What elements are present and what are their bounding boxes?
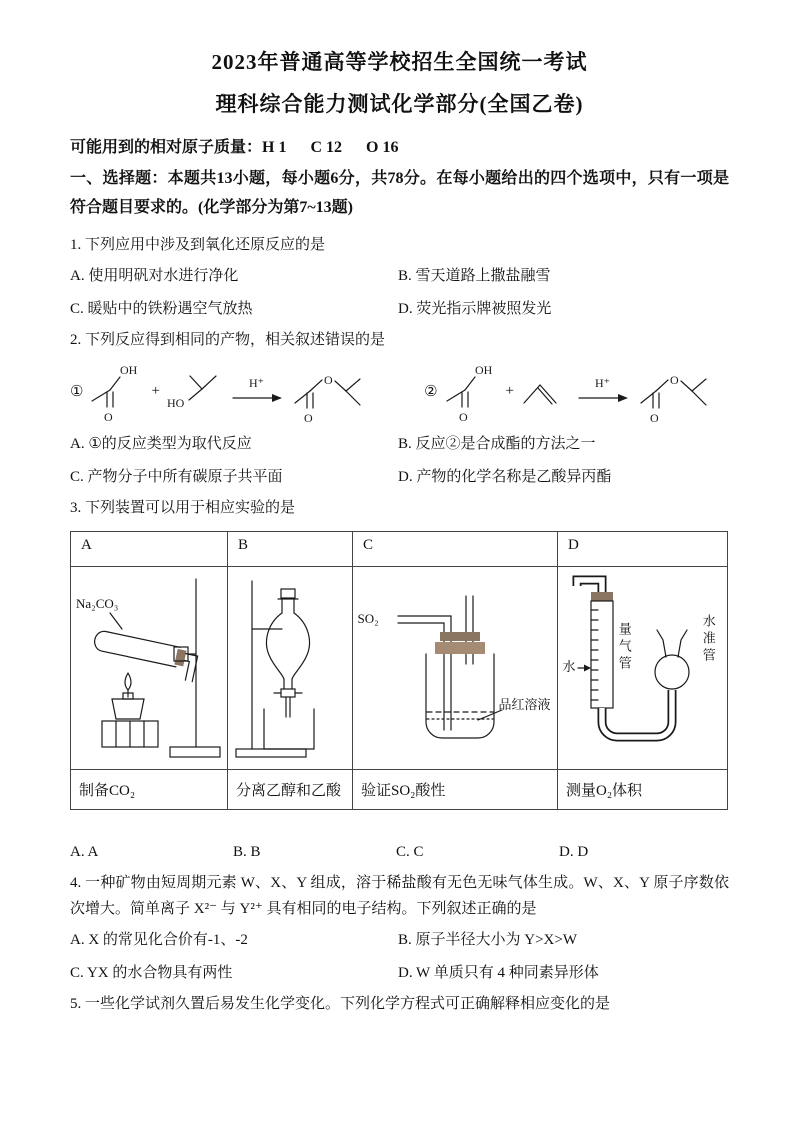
- header-cell-d: D: [558, 532, 728, 567]
- q3-option-b: B. B: [233, 844, 261, 861]
- plus-sign: +: [505, 383, 514, 400]
- acetic-acid-structure: [443, 360, 501, 424]
- q2-option-d: D. 产物的化学名称是乙酸异丙酯: [398, 468, 612, 485]
- header-cell-c: C: [353, 532, 558, 567]
- apparatus-cell-b: [228, 567, 353, 770]
- apparatus-b: [230, 573, 350, 763]
- q1-option-c: C. 暖贴中的铁粉遇空气放热: [70, 301, 253, 318]
- apparatus-d: [563, 572, 723, 764]
- ester-structure: [637, 360, 729, 424]
- q1-options: [70, 264, 729, 318]
- o-label: O: [323, 372, 333, 387]
- o-label: O: [104, 409, 114, 424]
- caption-cell-b: 分离乙醇和乙酸: [228, 770, 353, 810]
- question-3: [70, 496, 729, 862]
- q2-option-b: B. 反应②是合成酯的方法之一: [398, 435, 596, 452]
- catalyst-label: H⁺: [248, 375, 264, 390]
- q4-option-b: B. 原子半径大小为 Y>X>W: [398, 932, 577, 949]
- q4-stem: 4. 一种矿物由短周期元素 W、X、Y 组成，溶于稀盐酸有无色无味气体生成。W、X、Y 原子序数依次增大。简单离子 X²⁻ 与 Y²⁺ 具有相同的电子结构。下列叙述正确的是: [70, 875, 729, 917]
- question-1: [70, 233, 729, 319]
- apparatus-b-drawing: [230, 573, 350, 763]
- o-label: O: [458, 409, 468, 424]
- o-label: O: [650, 410, 659, 424]
- header-cell-b: B: [228, 532, 353, 567]
- q2-options: [70, 432, 729, 486]
- scheme-1-tag: ①: [70, 384, 84, 401]
- q3-stem: 3. 下列装置可以用于相应实验的是: [70, 499, 296, 516]
- table-apparatus-row: [71, 567, 728, 770]
- acetic-acid-structure: [88, 360, 146, 424]
- level-tube-label: 水准管: [700, 614, 716, 666]
- q3-answer-options: [70, 844, 729, 861]
- q2-option-a: A. ①的反应类型为取代反应: [70, 435, 252, 452]
- caption-cell-a: 制备CO₂: [71, 770, 228, 810]
- apparatus-d-drawing: [563, 572, 723, 764]
- scheme-2-tag: ②: [424, 384, 438, 401]
- q2-option-c: C. 产物分子中所有碳原子共平面: [70, 468, 283, 485]
- propene-structure: [519, 372, 571, 412]
- question-5: [70, 992, 729, 1018]
- reaction-arrow: [576, 374, 632, 410]
- atomic-mass-note: 可能用到的相对原子质量：H 1 C 12 O 16: [70, 139, 399, 156]
- q4-option-c: C. YX 的水合物具有两性: [70, 965, 233, 982]
- apparatus-cell-c: [353, 567, 558, 770]
- oh-label: OH: [120, 362, 138, 377]
- q1-option-b: B. 雪天道路上撒盐融雪: [398, 268, 551, 285]
- exam-title: 2023年普通高等学校招生全国统一考试: [211, 50, 588, 74]
- reaction-scheme-1: [70, 360, 383, 424]
- apparatus-a: [74, 573, 224, 763]
- question-2: [70, 328, 729, 486]
- reagent-label-na2co3: Na₂CO₃: [76, 596, 119, 612]
- q1-stem: 1. 下列应用中涉及到氧化还原反应的是: [70, 236, 326, 253]
- table-header-row: [71, 532, 728, 567]
- q4-options: [70, 928, 729, 982]
- exam-subtitle: 理科综合能力测试化学部分(全国乙卷): [215, 92, 584, 116]
- oh-label: OH: [474, 362, 492, 377]
- question-4: [70, 871, 729, 982]
- gas-tube-label: 量气管: [616, 622, 632, 674]
- section-intro: 一、选择题：本题共13小题，每小题6分，共78分。在每小题给出的四个选项中，只有一项是符合题目要求的。(化学部分为第7~13题): [70, 170, 729, 216]
- apparatus-c: [358, 572, 553, 764]
- header-cell-a: A: [71, 532, 228, 567]
- o-label: O: [303, 410, 313, 424]
- gas-label-so2: SO₂: [357, 611, 379, 627]
- solution-label: 品红溶液: [498, 697, 551, 713]
- apparatus-table: [70, 531, 728, 810]
- q3-option-a: A. A: [70, 844, 99, 861]
- q3-option-c: C. C: [396, 844, 424, 861]
- q5-stem: 5. 一些化学试剂久置后易发生化学变化。下列化学方程式可正确解释相应变化的是: [70, 996, 611, 1013]
- reaction-scheme-2: [424, 360, 729, 424]
- reaction-arrow: [230, 374, 286, 410]
- q1-option-d: D. 荧光指示牌被照发光: [398, 301, 552, 318]
- table-caption-row: [71, 770, 728, 810]
- water-label: 水: [562, 659, 576, 675]
- apparatus-cell-d: [558, 567, 728, 770]
- ester-structure: [291, 360, 383, 424]
- q3-option-d: D. D: [559, 844, 589, 861]
- q2-stem: 2. 下列反应得到相同的产物，相关叙述错误的是: [70, 332, 386, 349]
- q4-option-a: A. X 的常见化合价有-1、-2: [70, 932, 248, 949]
- o-label: O: [670, 372, 679, 387]
- isopropanol-structure: [165, 367, 225, 417]
- catalyst-label: H⁺: [595, 375, 610, 390]
- apparatus-cell-a: [71, 567, 228, 770]
- plus-sign: +: [151, 383, 160, 400]
- ho-label: HO: [166, 395, 185, 410]
- q1-option-a: A. 使用明矾对水进行净化: [70, 268, 239, 285]
- apparatus-c-drawing: [358, 572, 553, 764]
- caption-cell-d: 测量O₂体积: [558, 770, 728, 810]
- caption-cell-c: 验证SO₂酸性: [353, 770, 558, 810]
- reaction-schemes: [70, 360, 729, 424]
- q4-option-d: D. W 单质只有 4 种同素异形体: [398, 965, 599, 982]
